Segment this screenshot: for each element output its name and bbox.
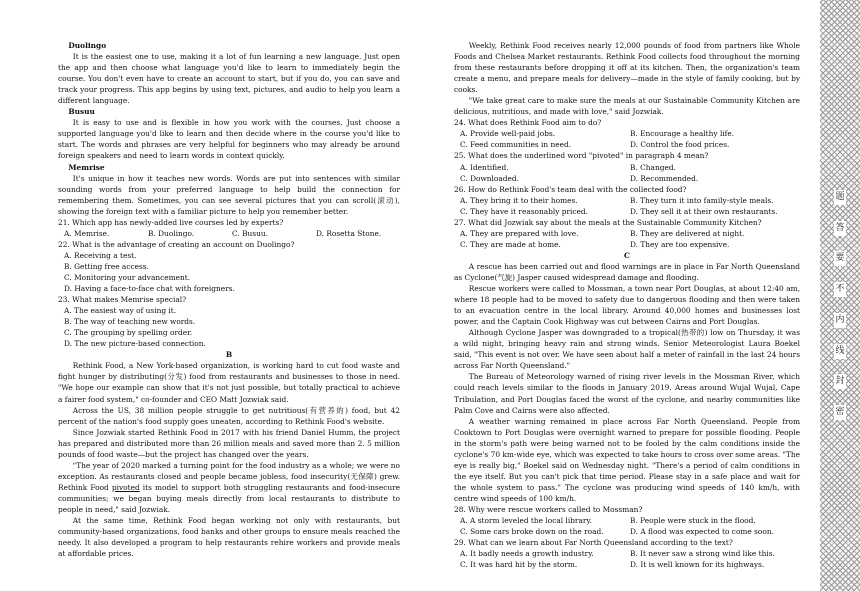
q26-option-b: B. They turn it into family-style meals. — [630, 195, 774, 205]
question-27: 27. What did Jozwiak say about the meals at the Sustainable Community Kitchen? — [454, 217, 762, 227]
q24-option-c: C. Feed communities in need. — [460, 140, 572, 150]
passage-c-paragraph-4: The Bureau of Meteorology warned of rising river levels in the Mossman River, which could reach levels similar to the floods in January 2019. Areas around Wujal Wujal, Cape Tribulation, and Port Douglas faced the worst of the cyclone, and nearby communities like Palm Cove and Cairns were also affected. — [454, 372, 800, 415]
q23-option-a: A. The easiest way of using it. — [64, 306, 177, 316]
q28-option-c: C. Some cars broke down on the road. — [460, 527, 604, 537]
q21-option-c: C. Busuu. — [232, 228, 268, 238]
q27-option-d: D. They are too expensive. — [630, 239, 730, 249]
busuu-heading: Busuu — [68, 107, 95, 117]
q26-option-d: D. They sell it at their own restaurants. — [630, 206, 778, 216]
passage-b-paragraph-2: Across the US, 38 million people struggle to get nutritious(有营养的) food, but 42 percent of the nation's food supply goes uneaten, according to Rethink Food's website. — [58, 405, 400, 426]
question-23: 23. What makes Memrise special? — [58, 295, 187, 305]
q27-option-b: B. They are delivered at night. — [630, 228, 745, 238]
question-22: 22. What is the advantage of creating an account on Duolingo? — [58, 239, 295, 249]
q22-option-d: D. Having a face-to-face chat with foreigners. — [64, 284, 235, 294]
question-29: 29. What can we learn about Far North Queensland according to the text? — [454, 538, 733, 548]
passage-b-paragraph-7: "We take great care to make sure the meals at our Sustainable Community Kitchen are delicious, nutritious, and made with love," said Jozwiak. — [454, 96, 800, 117]
question-27-options — [454, 228, 800, 250]
question-29-options — [454, 548, 800, 570]
q29-option-a: A. It badly needs a growth industry. — [460, 549, 594, 559]
q21-option-d: D. Rosetta Stone. — [316, 228, 382, 238]
question-28-options — [454, 515, 800, 537]
question-26-options — [454, 195, 800, 217]
seal-char: 内 — [834, 313, 845, 328]
q21-option-a: A. Memrise. — [64, 228, 110, 238]
seal-char: 答 — [834, 221, 845, 236]
q23-option-d: D. The new picture-based connection. — [64, 339, 206, 349]
seal-char: 题 — [834, 190, 845, 205]
duolingo-heading: Duolingo — [68, 41, 107, 50]
question-24-options — [454, 128, 800, 150]
memrise-text: It's unique in how it teaches new words. Words are put into sentences with similar sounding words from your preferred language to help build the connection for remembering them. Sometimes, you can see several pictures that you can scroll(滚动), showing the foreign text with a familiar picture to help you remember better. — [58, 173, 400, 216]
seal-line-notice — [829, 190, 851, 420]
question-25-options — [454, 162, 800, 184]
passage-b-paragraph-6: Weekly, Rethink Food receives nearly 12,000 pounds of food from partners like Whole Foods and Chelsea Market restaurants. Rethink Food collects food throughout the morning from these restaurants before dropping it off at its kitchen. Then, the organization's team create a menu, and prepare meals for delivery—made in the style of family cooking, but by cooks. — [454, 41, 800, 95]
passage-b-paragraph-3: Since Jozwiak started Rethink Food in 2017 with his friend Daniel Humm, the project has prepared and distributed more than 26 million meals and saved more than 2. 5 million pounds of food waste—but the project has changed over the years. — [58, 427, 400, 459]
passage-c-paragraph-2: Rescue workers were called to Mossman, a town near Port Douglas, at about 12:40 am, where 18 people had to be moved to safety due to dangerous flooding and then were taken to an evacuation centre in the local library. Around 40,000 homes and businesses lost power, and the Captain Cook Highway was cut between Cairns and Port Douglas. — [454, 284, 800, 327]
passage-c-paragraph-3: Although Cyclone Jasper was downgraded to a tropical(热带的) low on Thursday, it was a wild night, bringing heavy rain and strong winds. Senior Meteorologist Laura Boekel said, "This event is not over. We have seen about half a meter of rainfall in the last 24 hours across Far North Queensland." — [454, 328, 800, 371]
q26-option-c: C. They have it reasonably priced. — [460, 206, 588, 216]
right-column — [454, 40, 800, 570]
question-23-options — [58, 305, 400, 349]
q27-option-c: C. They are made at home. — [460, 239, 561, 249]
paragraph-4-end: its model to support both struggling restaurants and food-insecure communities; we began buying meals directly from local restaurants to distribute to people in need," said Jozwiak. — [58, 482, 400, 514]
underlined-word-pivoted: pivoted — [111, 482, 140, 492]
q28-option-a: A. A storm leveled the local library. — [460, 516, 592, 526]
section-b-heading: B — [225, 350, 233, 360]
passage-b-paragraph-1: Rethink Food, a New York-based organization, is working hard to cut food waste and fight hunger by distributing(分发) food from restaurants and businesses to those in need. "We hope our example can show that it's not just possible, but totally practical to achieve a fairer food system," co-founder and CEO Matt Jozwiak said. — [58, 361, 400, 404]
q29-option-d: D. It is well known for its highways. — [630, 560, 765, 570]
q25-option-b: B. Changed. — [630, 162, 676, 172]
paragraph-4-start: "The year of 2020 marked a turning point for the food industry as a whole; we were no exception. As restaurants closed and people became jobless, food insecurity(无保障) grew. Rethink Food — [58, 460, 400, 492]
q27-option-a: A. They are prepared with love. — [460, 228, 579, 238]
q21-option-b: B. Duolingo. — [148, 228, 195, 238]
duolingo-text: It is the easiest one to use, making it a lot of fun learning a new language. Just open the app and then choose what language you'd like to learn to immediately begin the course. You don't even have to create an account to start, but if you do, you can save and track your progress. This app begins by using text, pictures, and audio to help you learn a different language. — [58, 52, 400, 106]
passage-c-paragraph-5: A weather warning remained in place across Far North Queensland. People from Cooktown to Port Douglas were overnight warned to prepare for possible flooding. People in the storm's path were being warned not to be fooled by the calm conditions inside the cyclone's 70 km-wide eye, which was expected to take hours to cross over some areas. "The eye is really big," Boekel said on Wednesday night. "There's a period of calm conditions in the eye itself. But you can't pick that time period. Please stay in a safe place and wait for the whole system to pass." The cyclone was producing wind speeds of 140 km/h, with centre wind speeds of 100 km/h. — [454, 416, 800, 503]
question-25: 25. What does the underlined word "pivoted" in paragraph 4 mean? — [454, 151, 709, 161]
q28-option-d: D. A flood was expected to come soon. — [630, 527, 774, 537]
q23-option-c: C. The grouping by spelling order. — [64, 328, 193, 338]
passage-b-paragraph-5: At the same time, Rethink Food began working not only with restaurants, but community-based organizations, food banks and other groups to ensure meals reached the needy. It also developed a program to help restaurants rehire workers and provide meals at affordable prices. — [58, 516, 400, 559]
left-column — [58, 40, 400, 559]
q29-option-c: C. It was hard hit by the storm. — [460, 560, 578, 570]
q23-option-b: B. The way of teaching new words. — [64, 317, 196, 327]
q25-option-a: A. Identified. — [460, 162, 509, 172]
q26-option-a: A. They bring it to their homes. — [460, 195, 578, 205]
passage-b-paragraph-4 — [58, 460, 400, 515]
busuu-text: It is easy to use and is flexible in how you work with the courses. Just choose a supported language you'd like to learn and then decide where in the course you'd like to start. The words and phrases are very helpful for beginners who may already be around foreign speakers and need to learn words in context quickly. — [58, 118, 400, 161]
q24-option-b: B. Encourage a healthy life. — [630, 129, 735, 139]
question-22-options — [58, 250, 400, 294]
memrise-heading: Memrise — [68, 162, 105, 172]
q24-option-d: D. Control the food prices. — [630, 140, 730, 150]
seal-char: 线 — [834, 344, 845, 359]
question-26: 26. How do Rethink Food's team deal with the collected food? — [454, 184, 687, 194]
seal-char: 封 — [834, 374, 845, 389]
seal-char: 密 — [834, 405, 845, 420]
section-c-heading: C — [624, 250, 630, 260]
question-24: 24. What does Rethink Food aim to do? — [454, 118, 602, 128]
q25-option-c: C. Downloaded. — [460, 173, 519, 183]
q28-option-b: B. People were stuck in the flood. — [630, 516, 756, 526]
q22-option-c: C. Monitoring your advancement. — [64, 272, 191, 282]
seal-char: 要 — [834, 251, 845, 266]
seal-char: 不 — [834, 282, 845, 297]
q22-option-b: B. Getting free access. — [64, 261, 149, 271]
question-21: 21. Which app has newly-added live courses led by experts? — [58, 217, 284, 227]
q29-option-b: B. It never saw a strong wind like this. — [630, 549, 775, 559]
question-28: 28. Why were rescue workers called to Mossman? — [454, 504, 643, 514]
q25-option-d: D. Recommended. — [630, 173, 699, 183]
q24-option-a: A. Provide well-paid jobs. — [460, 129, 556, 139]
q22-option-a: A. Receiving a test. — [64, 250, 137, 260]
question-21-options — [58, 228, 400, 239]
passage-c-paragraph-1: A rescue has been carried out and flood warnings are in place in Far North Queensland as Cyclone(气旋) Jasper caused widespread damage and flooding. — [454, 261, 800, 282]
